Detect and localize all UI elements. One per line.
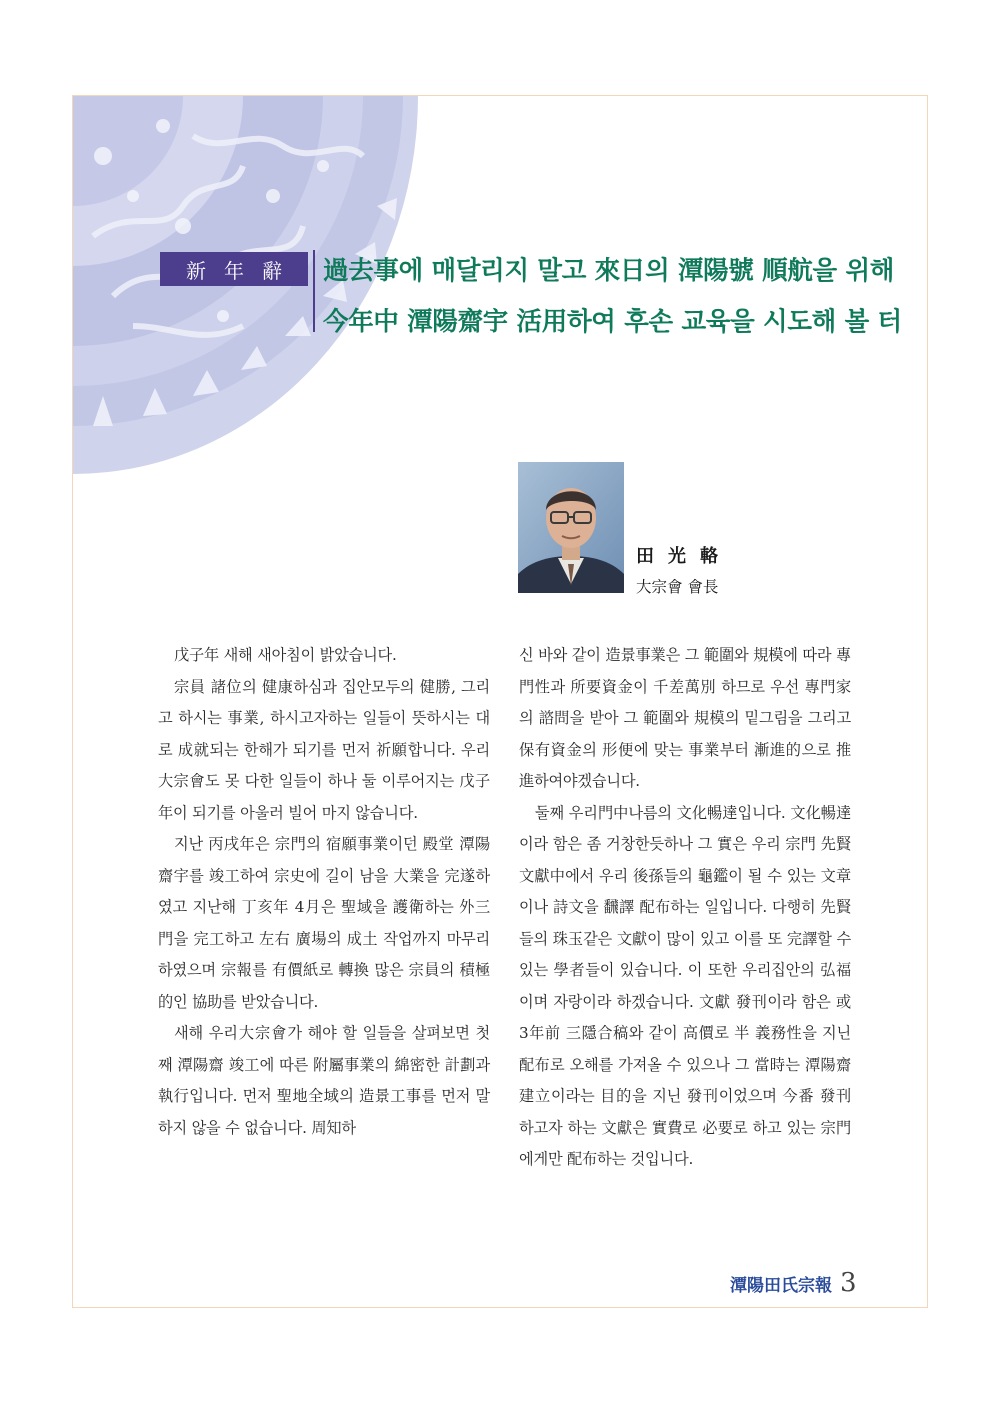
body-paragraph: 宗員 諸位의 健康하심과 집안모두의 健勝, 그리고 하시는 事業, 하시고자하는 일들이 뜻하시는 대로 成就되는 한해가 되기를 먼저 祈願합니다. 우리 大宗會도 못 다한 일들이 하나 둘 이루어지는 戊子年이 되기를 아울러 빌어 마지 않습니다. [158, 677, 490, 822]
headline-line-1: 過去事에 매달리지 말고 來日의 潭陽號 順航을 위해 [323, 256, 895, 286]
headline-line-2: 今年中 潭陽齋宇 活用하여 후손 교육을 시도해 볼 터 [323, 307, 902, 337]
body-paragraph: 새해 우리大宗會가 해야 할 일들을 살펴보면 첫째 潭陽齋 竣工에 따른 附屬事業의 綿密한 計劃과 執行입니다. 먼저 聖地全域의 造景工事를 먼저 말하지 않을 수 없습니다. 周知하 [158, 1024, 490, 1137]
author-title: 大宗會 會長 [636, 578, 719, 596]
page-number: 3 [840, 1268, 857, 1298]
page-footer [730, 1268, 857, 1298]
author-name: 田光輅 [636, 546, 732, 567]
body-paragraph: 戊子年 새해 새아침이 밝았습니다. [174, 646, 397, 664]
title-divider [313, 250, 315, 332]
body-paragraph-continued: 신 바와 같이 造景事業은 그 範圍와 規模에 따라 專門性과 所要資金이 千差萬別 하므로 우선 專門家의 諮問을 받아 그 範圍와 規模의 밑그림을 그리고 保有資金의 形便에 맞는 事業부터 漸進的으로 推進하여야겠습니다. [519, 646, 851, 790]
author-portrait [518, 462, 624, 593]
publication-title: 潭陽田氏宗報 [730, 1276, 832, 1296]
body-column-left [158, 640, 490, 1144]
body-column-right [519, 640, 851, 1176]
body-paragraph: 지난 丙戌年은 宗門의 宿願事業이던 殿堂 潭陽齋宇를 竣工하여 宗史에 길이 남을 大業을 完遂하였고 지난해 丁亥年 4月은 聖域을 護衛하는 外三門을 完工하고 左右 廣場의 成土 작업까지 마무리 하였으며 宗報를 有價紙로 轉換 많은 宗員의 積極的인 協助를 받았습니다. [158, 835, 490, 1011]
section-tag: 新年辭 [160, 252, 308, 286]
body-paragraph: 둘째 우리門中나름의 文化暢達입니다. 文化暢達이라 함은 좀 거창한듯하나 그 實은 우리 宗門 先賢 文獻中에서 우리 後孫들의 龜鑑이 될 수 있는 文章이나 詩文을 飜譯 配布하는 일입니다. 다행히 先賢들의 珠玉같은 文獻이 많이 있고 이를 또 完譯할 수 있는 學者들이 있습니다. 이 또한 우리집안의 弘福이며 자랑이라 하겠습니다. 文獻 發刊이라 함은 或 3年前 三隱合稿와 같이 高價로 半 義務性을 지닌 配布로 오해를 가져올 수 있으나 그 當時는 潭陽齋 建立이라는 目的을 지닌 發刊이었으며 今番 發刊하고자 하는 文獻은 實費로 必要로 하고 있는 宗門에게만 配布하는 것입니다. [519, 803, 851, 1168]
